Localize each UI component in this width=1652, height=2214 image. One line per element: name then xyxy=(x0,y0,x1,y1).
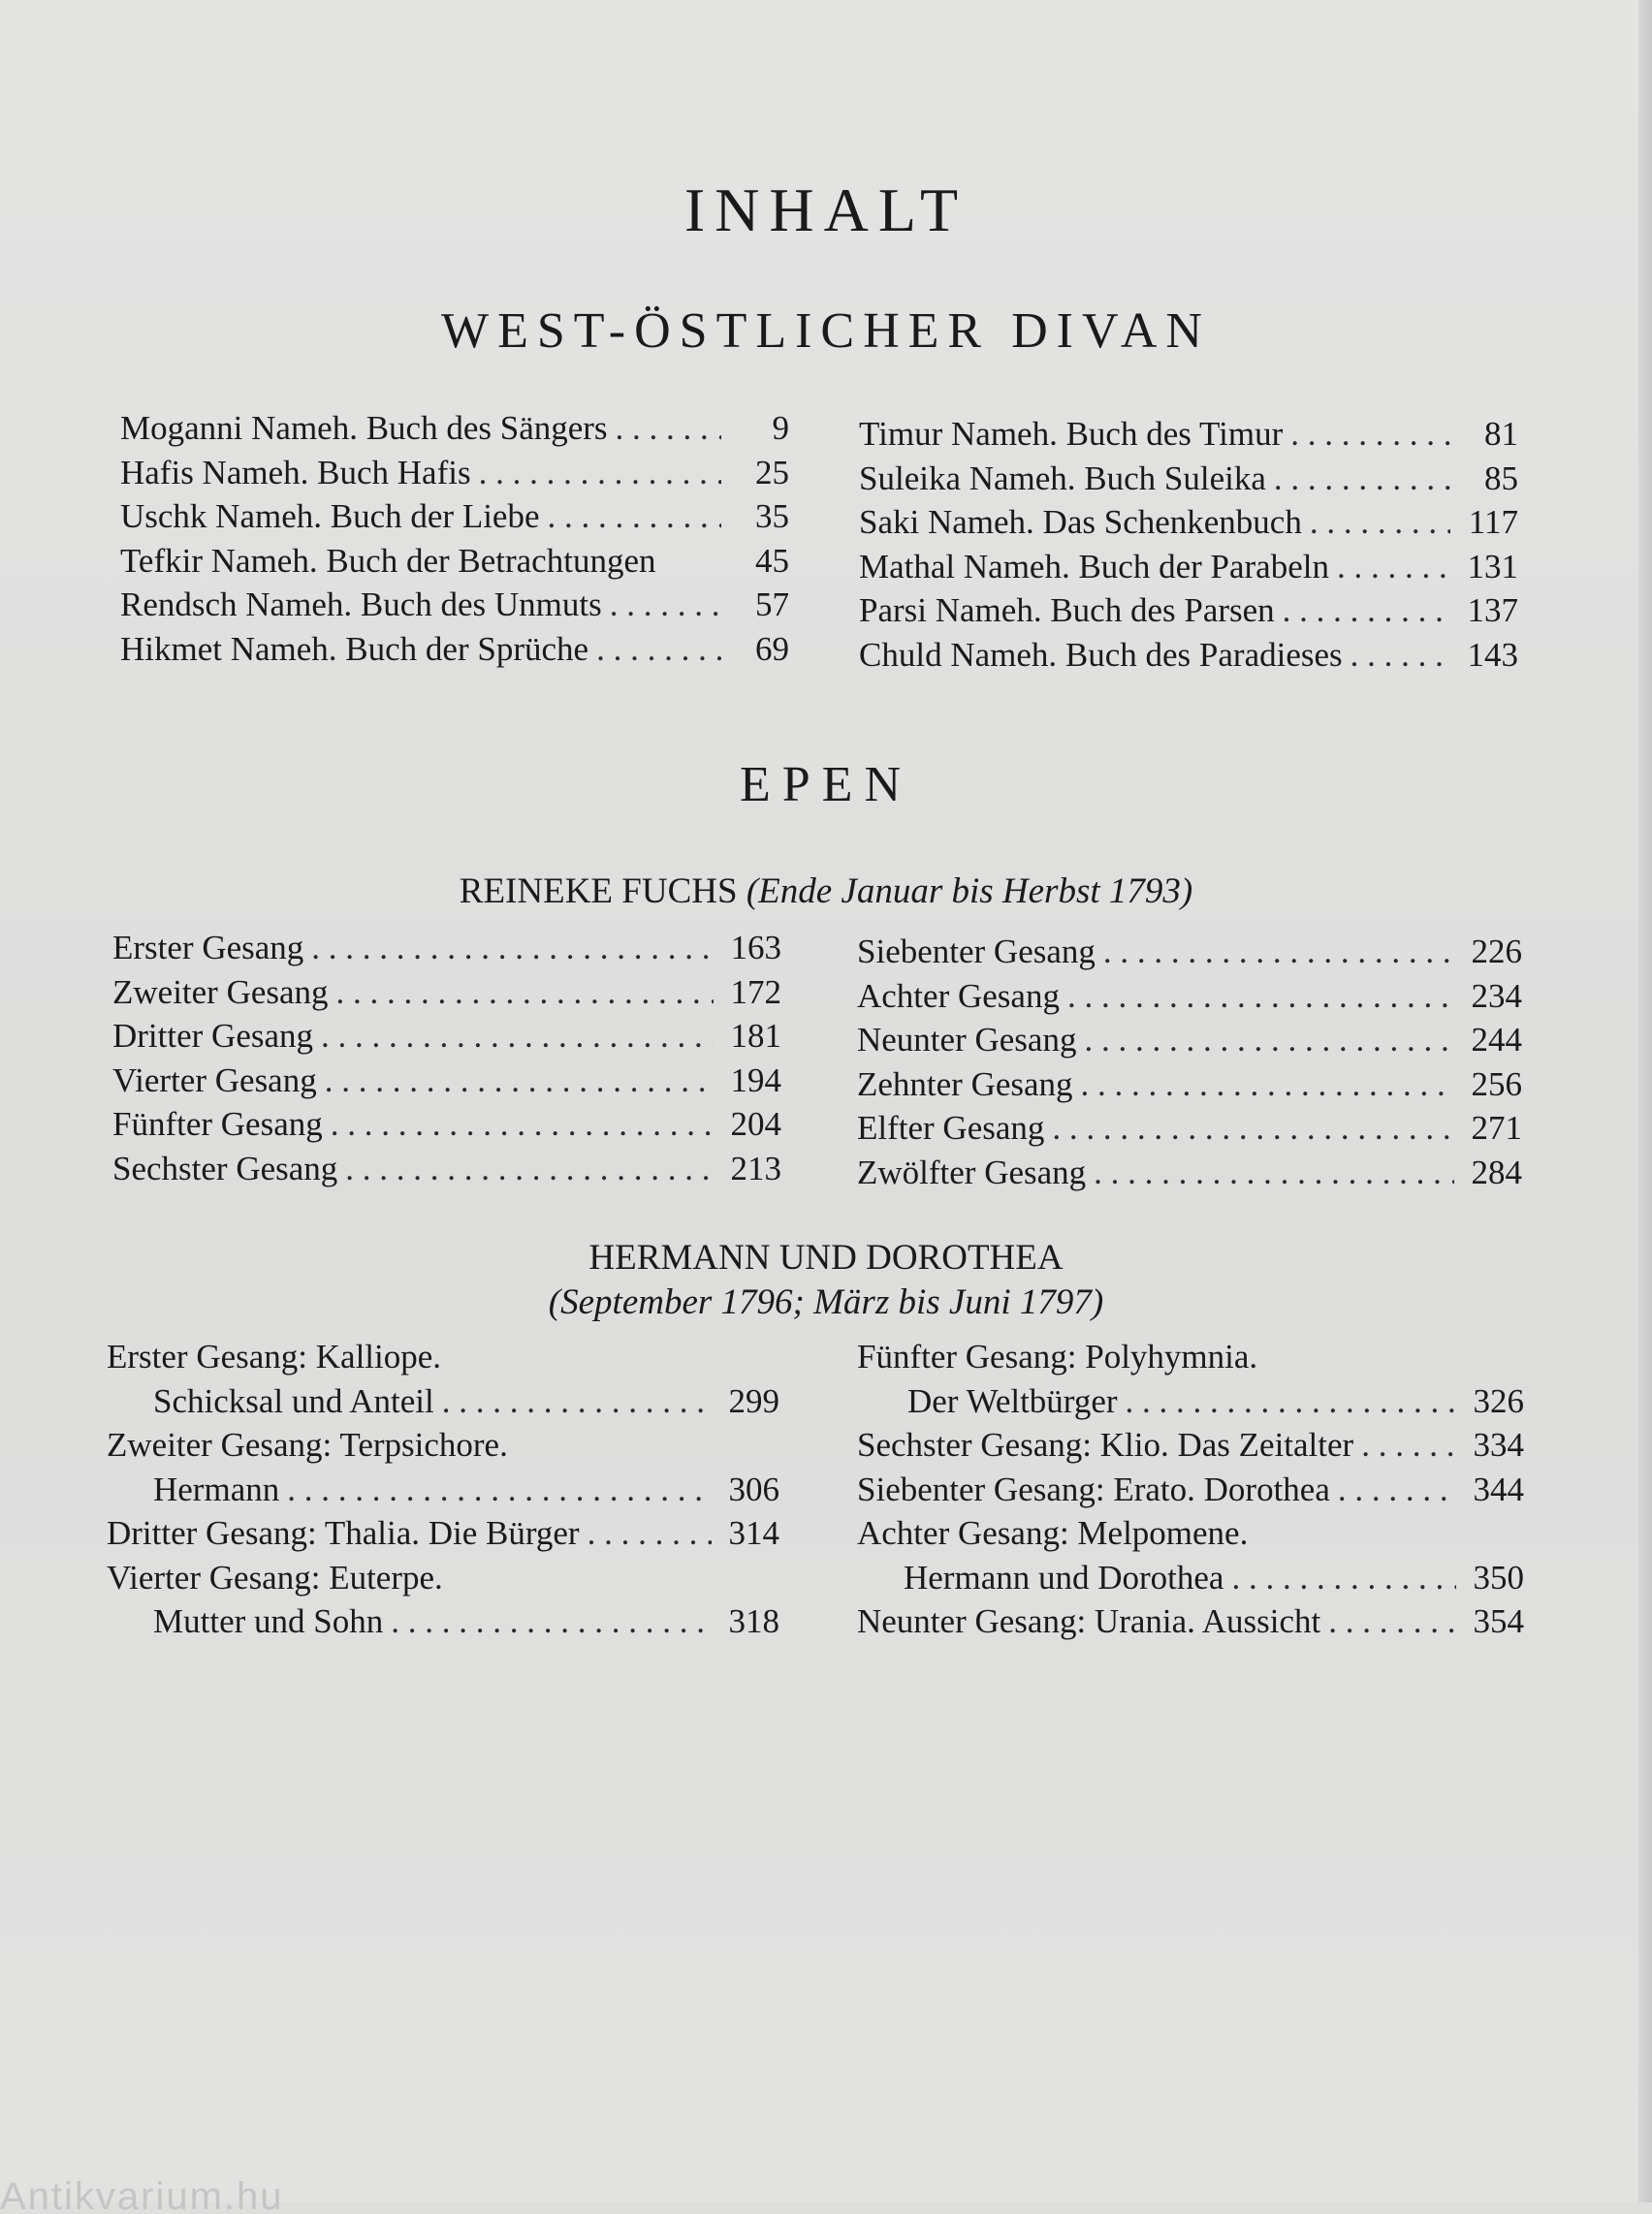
toc-entry-title: Fünfter Gesang: Polyhymnia. xyxy=(857,1338,1258,1376)
toc-entry-title: Uschk Nameh. Buch der Liebe xyxy=(120,497,540,535)
toc-entry-title: Mathal Nameh. Buch der Parabeln xyxy=(859,547,1329,585)
toc-entry-title: Elfter Gesang xyxy=(857,1109,1045,1147)
toc-entry xyxy=(107,1471,779,1515)
toc-entry-page: 299 xyxy=(728,1381,779,1420)
toc-entry-page: 143 xyxy=(1467,635,1518,674)
toc-entry-page: 172 xyxy=(730,972,781,1011)
toc-entry-title: Achter Gesang xyxy=(857,976,1060,1015)
toc-entry-title: Dritter Gesang: Thalia. Die Bürger xyxy=(107,1514,580,1552)
toc-entry-title: Der Weltbürger xyxy=(907,1381,1118,1420)
toc-entry xyxy=(112,929,781,973)
toc-entry xyxy=(857,1154,1522,1198)
toc-entry-page: 181 xyxy=(730,1017,781,1055)
toc-entry xyxy=(107,1426,779,1471)
toc-entry xyxy=(857,1471,1524,1515)
toc-entry-title: Zweiter Gesang: Terpsichore. xyxy=(107,1426,508,1464)
toc-entry-page: 350 xyxy=(1473,1558,1524,1597)
hermann-left-column xyxy=(107,1338,779,1647)
toc-entry xyxy=(857,1382,1524,1427)
toc-entry-title: Schicksal und Anteil xyxy=(153,1381,434,1420)
toc-entry-title: Parsi Nameh. Buch des Parsen xyxy=(859,591,1275,629)
toc-entry-page: 244 xyxy=(1471,1021,1522,1059)
toc-entry-title: Achter Gesang: Melpomene. xyxy=(857,1514,1249,1552)
toc-entry xyxy=(120,542,789,586)
toc-entry-page: 35 xyxy=(755,497,789,535)
toc-entry-title: Zwölfter Gesang xyxy=(857,1153,1087,1191)
reineke-left-column xyxy=(112,929,781,1193)
toc-entry-title: Timur Nameh. Buch des Timur xyxy=(859,415,1284,453)
toc-entry xyxy=(112,1150,781,1194)
toc-entry-page: 163 xyxy=(730,929,781,966)
toc-entry xyxy=(857,1426,1524,1471)
toc-entry-page: 334 xyxy=(1473,1426,1524,1464)
toc-entry-title: Hafis Nameh. Buch Hafis xyxy=(120,453,471,491)
toc-entry-title: Neunter Gesang: Urania. Aussicht xyxy=(857,1602,1321,1640)
toc-entry xyxy=(120,409,789,454)
toc-entry-page: 85 xyxy=(1484,459,1518,497)
section-heading-epen: EPEN xyxy=(740,757,912,812)
toc-entry xyxy=(859,548,1518,592)
toc-entry-title: Fünfter Gesang xyxy=(112,1105,323,1143)
toc-entry xyxy=(120,497,789,542)
toc-entry-title: Chuld Nameh. Buch des Paradieses xyxy=(859,635,1343,674)
toc-entry-page: 226 xyxy=(1471,933,1522,970)
toc-entry-title: Neunter Gesang xyxy=(857,1021,1077,1059)
toc-entry-title: Saki Nameh. Das Schenkenbuch xyxy=(859,503,1302,541)
toc-entry xyxy=(107,1514,779,1559)
work-date: (Ende Januar bis Herbst 1793) xyxy=(746,871,1193,911)
toc-entry-title: Rendsch Nameh. Buch des Unmuts xyxy=(120,585,602,623)
toc-entry-page: 318 xyxy=(728,1602,779,1640)
toc-entry-title: Moganni Nameh. Buch des Sängers xyxy=(120,409,608,447)
toc-entry-title: Suleika Nameh. Buch Suleika xyxy=(859,459,1266,497)
toc-entry xyxy=(112,1105,781,1150)
toc-entry-page: 45 xyxy=(755,541,789,580)
toc-entry-page: 69 xyxy=(755,629,789,668)
toc-entry-title: Zweiter Gesang xyxy=(112,972,329,1011)
watermark: Antikvarium.hu xyxy=(0,2175,284,2214)
toc-entry xyxy=(120,585,789,630)
toc-entry xyxy=(859,459,1518,504)
toc-entry-title: Vierter Gesang xyxy=(112,1060,317,1099)
toc-entry-page: 194 xyxy=(730,1060,781,1099)
toc-entry xyxy=(857,1109,1522,1154)
toc-entry xyxy=(107,1338,779,1382)
toc-entry xyxy=(857,1338,1524,1382)
toc-entry-page: 306 xyxy=(728,1470,779,1508)
toc-entry xyxy=(112,1061,781,1106)
toc-entry-title: Siebenter Gesang: Erato. Dorothea xyxy=(857,1470,1330,1508)
toc-entry-page: 354 xyxy=(1473,1602,1524,1640)
work-heading-hermann: HERMANN UND DOROTHEA xyxy=(588,1238,1064,1278)
toc-entry xyxy=(857,1065,1522,1110)
toc-entry xyxy=(859,636,1518,680)
toc-entry-page: 9 xyxy=(772,409,789,447)
toc-entry-page: 213 xyxy=(730,1149,781,1187)
toc-entry xyxy=(857,1602,1524,1647)
toc-entry xyxy=(857,1514,1524,1559)
work-date-hermann: (September 1796; März bis Juni 1797) xyxy=(548,1282,1104,1322)
toc-entry xyxy=(857,933,1522,977)
toc-entry-title: Hikmet Nameh. Buch der Sprüche xyxy=(120,629,589,668)
toc-entry-title: Hermann xyxy=(153,1470,280,1508)
toc-entry xyxy=(857,977,1522,1022)
toc-entry-title: Sechster Gesang xyxy=(112,1149,338,1187)
work-title: REINEKE FUCHS xyxy=(459,871,738,911)
toc-entry xyxy=(107,1382,779,1427)
toc-entry-page: 256 xyxy=(1471,1064,1522,1103)
toc-entry-title: Erster Gesang: Kalliope. xyxy=(107,1338,442,1376)
toc-entry-page: 81 xyxy=(1484,415,1518,453)
toc-entry-page: 234 xyxy=(1471,976,1522,1015)
section-heading-divan: WEST-ÖSTLICHER DIVAN xyxy=(441,303,1211,359)
toc-entry-title: Siebenter Gesang xyxy=(857,933,1096,970)
toc-entry-page: 326 xyxy=(1473,1381,1524,1420)
toc-entry-title: Erster Gesang xyxy=(112,929,304,966)
toc-entry-page: 204 xyxy=(730,1105,781,1143)
toc-entry-page: 314 xyxy=(728,1514,779,1552)
toc-entry-title: Hermann und Dorothea xyxy=(904,1558,1224,1597)
toc-entry-title: Mutter und Sohn xyxy=(153,1602,384,1640)
toc-entry-page: 344 xyxy=(1473,1470,1524,1508)
hermann-right-column xyxy=(857,1338,1524,1647)
toc-entry xyxy=(859,591,1518,636)
divan-left-column xyxy=(120,409,789,674)
toc-entry xyxy=(112,1017,781,1061)
toc-entry xyxy=(859,415,1518,459)
reineke-right-column xyxy=(857,933,1522,1197)
toc-entry xyxy=(107,1559,779,1603)
toc-entry xyxy=(859,503,1518,548)
toc-entry-page: 131 xyxy=(1467,547,1518,585)
toc-entry-title: Sechster Gesang: Klio. Das Zeitalter xyxy=(857,1426,1354,1464)
toc-entry xyxy=(112,973,781,1018)
toc-entry-page: 117 xyxy=(1468,503,1518,541)
toc-entry xyxy=(107,1602,779,1647)
toc-entry xyxy=(120,454,789,498)
toc-entry-page: 284 xyxy=(1471,1153,1522,1191)
work-heading-reineke xyxy=(0,870,1652,912)
toc-entry-title: Vierter Gesang: Euterpe. xyxy=(107,1558,443,1597)
toc-entry-title: Dritter Gesang xyxy=(112,1017,314,1055)
toc-entry-title: Zehnter Gesang xyxy=(857,1064,1073,1103)
toc-entry-page: 271 xyxy=(1471,1109,1522,1147)
toc-entry xyxy=(857,1021,1522,1065)
toc-entry-title: Tefkir Nameh. Buch der Betrachtungen xyxy=(120,541,656,580)
toc-entry xyxy=(857,1559,1524,1603)
toc-entry-page: 57 xyxy=(755,585,789,623)
page-title: INHALT xyxy=(683,175,969,244)
toc-entry xyxy=(120,630,789,675)
toc-entry-page: 137 xyxy=(1467,591,1518,629)
divan-right-column xyxy=(859,415,1518,680)
toc-entry-page: 25 xyxy=(755,453,789,491)
